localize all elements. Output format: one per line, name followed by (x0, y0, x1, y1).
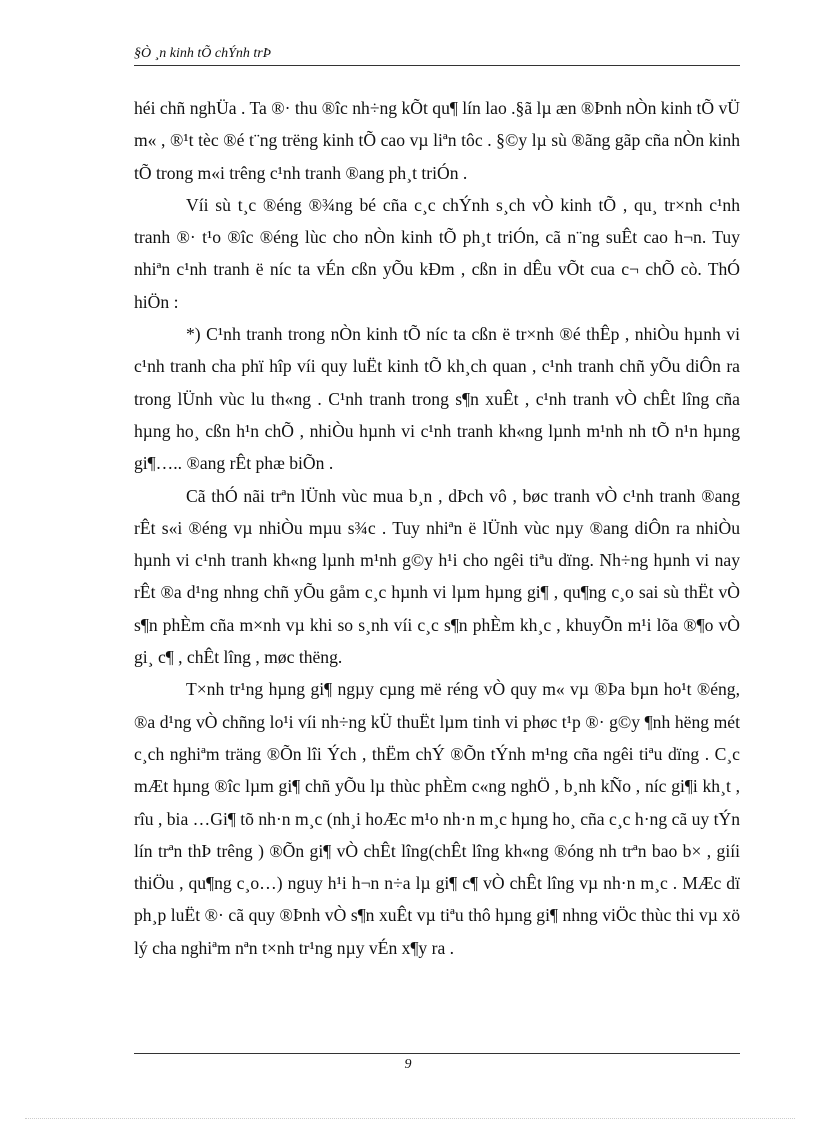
paragraph: héi chñ nghÜa . Ta ®· thu ®îc nh÷ng kÕt qu¶ lín lao .§ã lµ æn ®Þnh nÒn kinh tÕ vÜ m« , ®¹t tèc ®é t¨ng trëng kinh tÕ cao vµ liªn tôc . §©y lµ sù ®ãng gãp cña nÒn kinh tÕ trong m«i trêng c¹nh tranh ®ang ph¸t triÓn . (134, 98, 740, 183)
header-title: §Ò ¸n kinh tÕ chÝnh trÞ (134, 46, 272, 61)
page-edge-divider (25, 1118, 795, 1119)
footer-divider (134, 1053, 740, 1054)
paragraph: T×nh tr¹ng hµng gi¶ ngµy cµng më réng vÒ quy m« vµ ®Þa bµn ho¹t ®éng, ®a d¹ng vÒ chñng lo¹i víi nh÷ng kÜ thuËt lµm tinh vi phøc t¹p ®· g©y ¶nh hëng mét c¸ch nghiªm träng ®Õn lîi Ých , thËm chÝ ®Õn tÝnh m¹ng cña ngêi tiªu dïng . C¸c mÆt hµng ®îc lµm gi¶ chñ yÕu lµ thùc phÈm c«ng nghÖ , b¸nh kÑo , níc gi¶i kh¸t , rîu , bia …Gi¶ tõ nh·n m¸c (nh¸i hoÆc m¹o nh·n m¸c hµng ho¸ cña c¸c h·ng cã uy tÝn lín trªn thÞ trêng ) ®Õn gi¶ vÒ chÊt lîng(chÊt lîng kh«ng ®óng nh trªn bao b× , giíi thiÖu , qu¶ng c¸o…) nguy h¹i h¬n n÷a lµ gi¶ c¶ vÒ chÊt lîng vµ nh·n m¸c . MÆc dï ph¸p luËt ®· cã quy ®Þnh vÒ s¶n xuÊt vµ tiªu thô hµng gi¶ nhng viÖc thùc thi vµ xö lý cha nghiªm nªn t×nh tr¹ng nµy vÉn x¶y ra . (134, 679, 740, 958)
paragraph: Víi sù t¸c ®éng ®¾ng bé cña c¸c chÝnh s¸ch vÒ kinh tÕ , qu¸ tr×nh c¹nh tranh ®· t¹o ®îc ®éng lùc cho nÒn kinh tÕ ph¸t triÓn, cã n¨ng suÊt cao h¬n. Tuy nhiªn c¹nh tranh ë níc ta vÉn cßn yÕu kÐm , cßn in dÊu vÕt cua c¬ chÕ cò. ThÓ hiÖn : (134, 194, 740, 312)
paragraph: *) C¹nh tranh trong nÒn kinh tÕ níc ta cßn ë tr×nh ®é thÊp , nhiÒu hµnh vi c¹nh tranh cha phï hîp víi quy luËt kinh tÕ kh¸ch quan , c¹nh tranh chñ yÕu diÔn ra trong lÜnh vùc lu th«ng . C¹nh tranh trong s¶n xuÊt , c¹nh tranh vÒ chÊt lîng cña hµng ho¸ cßn h¹n chÕ , nhiÒu hµnh vi c¹nh tranh kh«ng lµnh m¹nh nh tÕ n¹n hµng gi¶….. ®ang rÊt phæ biÕn . (134, 324, 740, 474)
document-body (134, 92, 740, 964)
paragraph: Cã thÓ nãi trªn lÜnh vùc mua b¸n , dÞch vô , bøc tranh vÒ c¹nh tranh ®ang rÊt s«i ®éng vµ nhiÒu mµu s¾c . Tuy nhiªn ë lÜnh vùc nµy ®ang diÔn ra nhiÒu hµnh vi c¹nh tranh kh«ng lµnh m¹nh g©y h¹i cho ngêi tiªu dïng. Nh÷ng hµnh vi nay rÊt ®a d¹ng nhng chñ yÕu gåm c¸c hµnh vi lµm hµng gi¶ , qu¶ng c¸o sai sù thËt vÒ s¶n phÈm cña m×nh vµ khi so s¸nh víi c¸c s¶n phÈm kh¸c , khuyÕn m¹i lõa ®¶o vÒ gi¸ c¶ , chÊt lîng , møc thëng. (134, 485, 740, 668)
page-header (134, 46, 740, 66)
page-number: 9 (404, 1057, 412, 1072)
